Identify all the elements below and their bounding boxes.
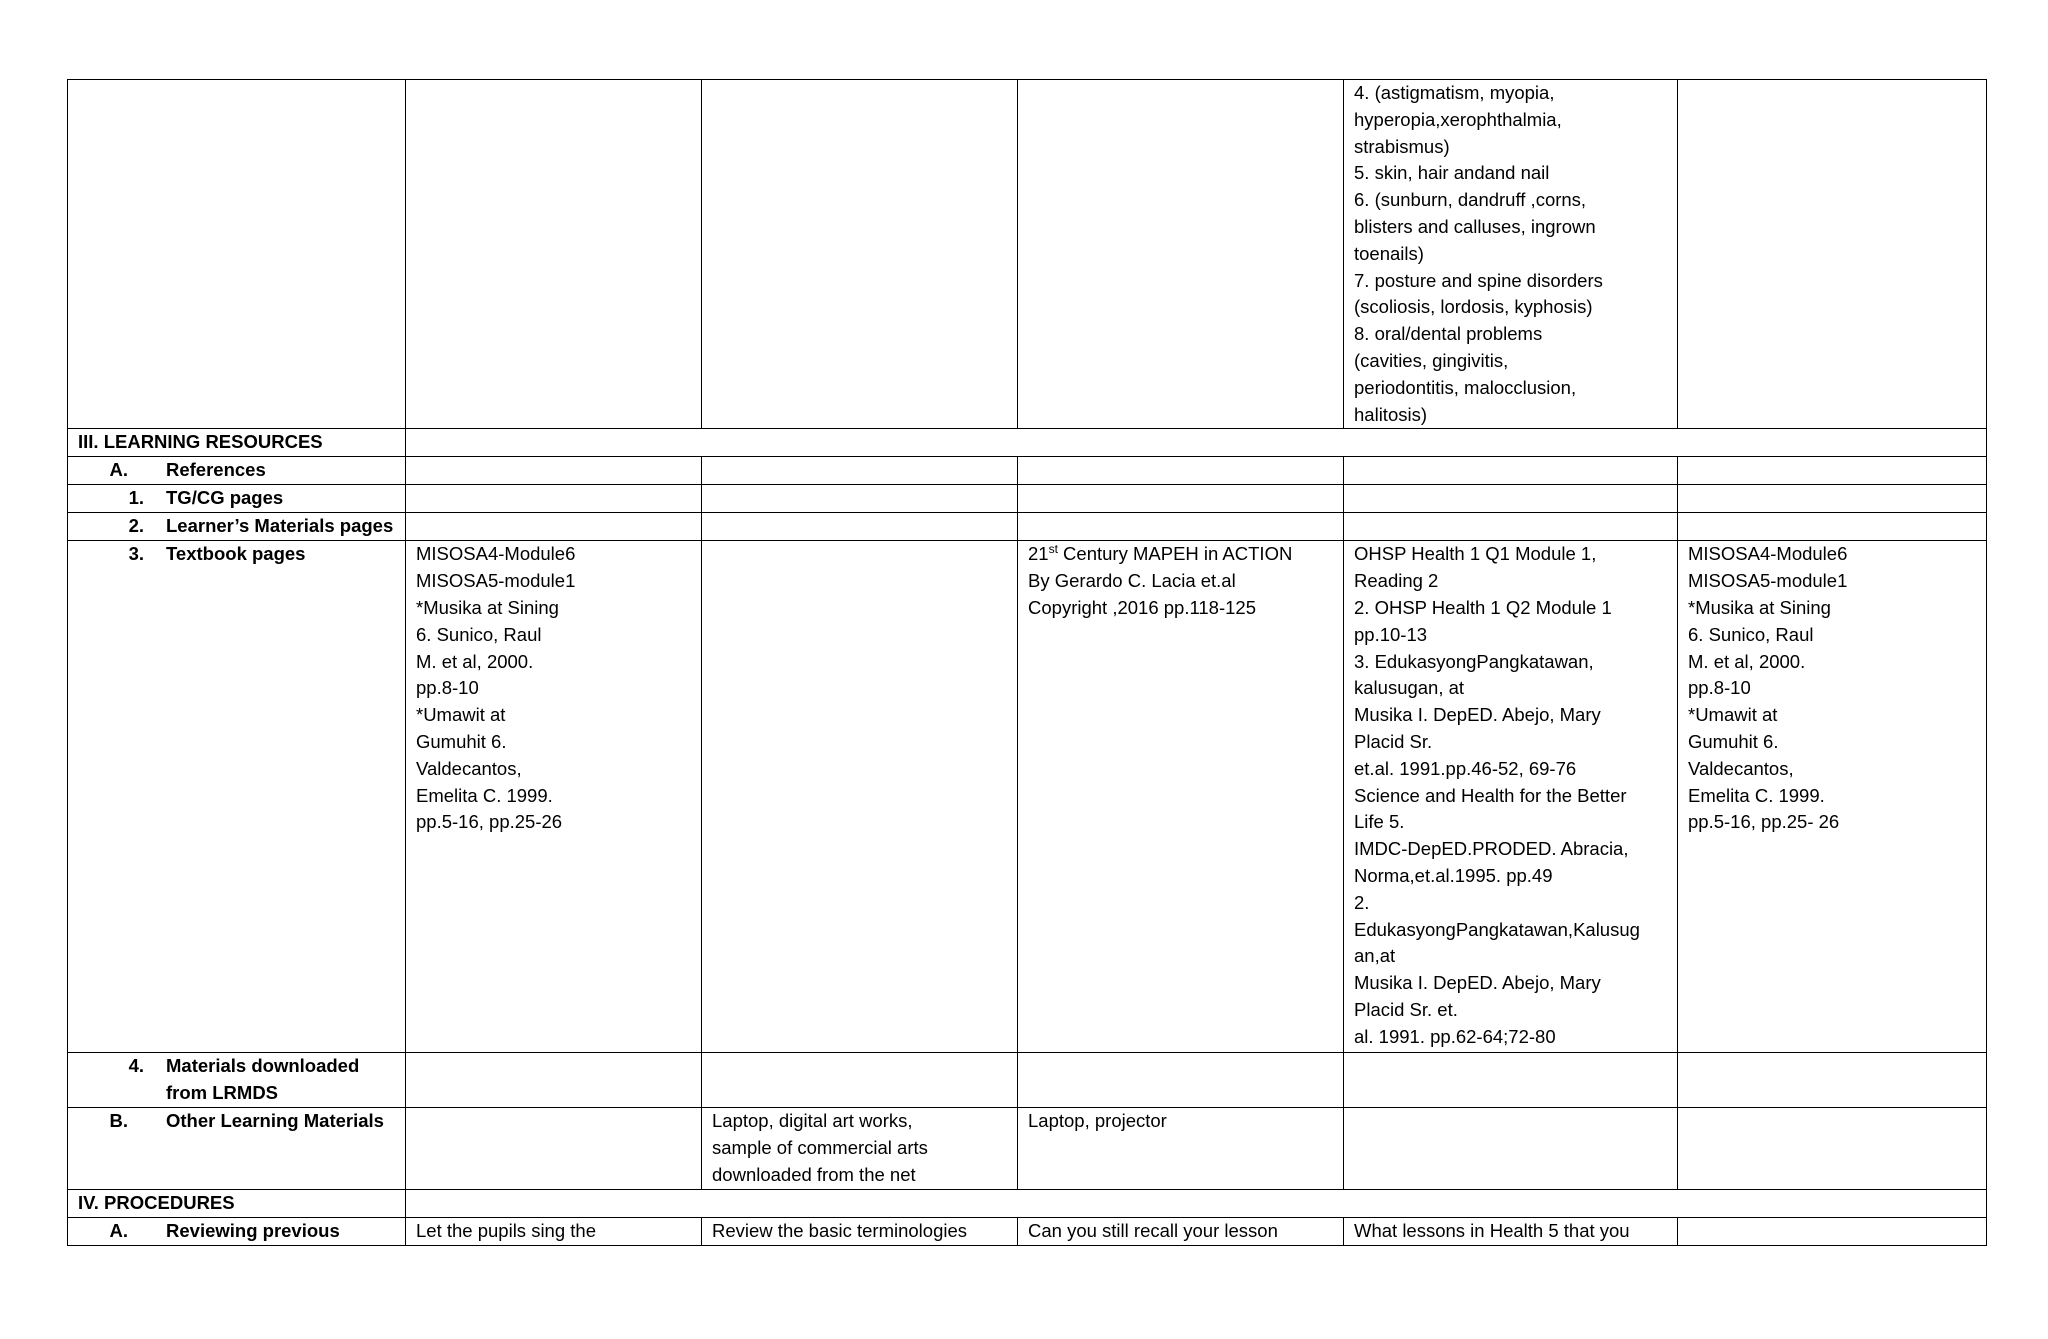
cell-line: Life 5. [1354,811,1405,833]
row-label-textbook-pages [68,541,406,1053]
table-cell [1018,485,1344,513]
table-cell [1678,485,1987,513]
cell-line: Placid Sr. [1354,730,1433,752]
table-cell [406,80,702,429]
cell-line: Gumuhit 6. [1688,730,1779,752]
cell-line: Placid Sr. et. [1354,998,1458,1020]
row-number: 3. [128,543,144,565]
table-cell [1678,513,1987,541]
table-cell [702,457,1018,485]
cell-line: 6. Sunico, Raul [416,623,542,645]
label-line: from LRMDS [166,1082,279,1104]
cell-line: pp.5-16, pp.25- 26 [1688,811,1840,833]
cell-line: Gumuhit 6. [416,730,507,752]
cell-line: 5. skin, hair andand nail [1354,162,1550,184]
table-cell [1018,80,1344,429]
table-cell [406,457,702,485]
textbook-references-music-arts [406,541,702,1053]
reviewing-music-cell [406,1218,702,1246]
cell-line: 3. EdukasyongPangkatawan, [1354,650,1594,672]
cell-line: blisters and calluses, ingrown [1354,215,1596,237]
table-cell [1678,457,1987,485]
cell-line: periodontitis, malocclusion, [1354,376,1577,398]
table-row [68,1108,1987,1190]
reviewing-health-cell [1344,1218,1678,1246]
table-cell [1018,513,1344,541]
table-row [68,541,1987,1053]
cell-text: Century MAPEH in ACTION [1057,543,1293,565]
table-row [68,80,1987,429]
cell-line: 8. oral/dental problems [1354,323,1543,345]
table-cell [406,1053,702,1108]
cell-line: Review the basic terminologies [712,1220,968,1242]
row-number: 1. [128,487,144,509]
cell-line: By Gerardo C. Lacia et.al [1028,570,1236,592]
table-cell [1344,1053,1678,1108]
cell-line: *Umawit at [416,704,506,726]
cell-line: MISOSA4-Module6 [416,543,576,565]
row-label-text: Other Learning Materials [166,1110,384,1132]
lesson-plan-table [67,79,1987,1246]
row-number: 2. [128,515,144,537]
cell-line: Valdecantos, [416,757,522,779]
row-label-learners-materials [68,513,406,541]
cell-line: Emelita C. 1999. [1688,784,1825,806]
cell-line: OHSP Health 1 Q1 Module 1, [1354,543,1597,565]
section-heading-learning-resources: III. LEARNING RESOURCES [68,429,406,457]
table-row [68,485,1987,513]
cell-line: halitosis) [1354,403,1427,425]
cell-line: EdukasyongPangkatawan,Kalusug [1354,918,1640,940]
row-number: A. [109,459,128,481]
table-cell [406,513,702,541]
table-cell [406,429,1987,457]
cell-line: pp.5-16, pp.25-26 [416,811,563,833]
cell-line: Can you still recall your lesson [1028,1220,1278,1242]
cell-line: (scoliosis, lordosis, kyphosis) [1354,296,1593,318]
table-row [68,1190,1987,1218]
row-label-reviewing [68,1218,406,1246]
cell-line: 7. posture and spine disorders [1354,269,1603,291]
reviewing-arts-cell [702,1218,1018,1246]
row-label-text: Learner’s Materials pages [166,515,394,537]
cell-line: Reading 2 [1354,570,1439,592]
health-topics-cell [1344,80,1678,429]
table-row [68,457,1987,485]
cell-line: MISOSA4-Module6 [1688,543,1848,565]
table-cell [1018,1053,1344,1108]
cell-line: hyperopia,xerophthalmia, [1354,108,1562,130]
textbook-references-health [1344,541,1678,1053]
cell-line: 6. Sunico, Raul [1688,623,1814,645]
table-cell [702,485,1018,513]
cell-line: *Musika at Sining [1688,596,1831,618]
cell-line: Science and Health for the Better [1354,784,1627,806]
row-label-tg-cg-pages [68,485,406,513]
cell-line: What lessons in Health 5 that you [1354,1220,1630,1242]
cell-text: 21 [1028,543,1049,565]
other-materials-mapeh [1018,1108,1344,1190]
cell-line: *Musika at Sining [416,596,559,618]
row-number: A. [109,1220,128,1242]
cell-line: M. et al, 2000. [416,650,534,672]
row-label-text: Textbook pages [166,543,306,565]
cell-line: an,at [1354,945,1396,967]
row-label-text: References [166,459,266,481]
table-cell [702,513,1018,541]
table-row [68,1053,1987,1108]
table-cell [1678,1053,1987,1108]
table-row [68,429,1987,457]
section-heading-procedures: IV. PROCEDURES [68,1190,406,1218]
row-label-lrmds [68,1053,406,1108]
cell-line: 6. (sunburn, dandruff ,corns, [1354,189,1587,211]
row-number: B. [109,1110,128,1132]
cell-line: IMDC-DepED.PRODED. Abracia, [1354,838,1629,860]
table-cell [406,485,702,513]
table-cell [702,80,1018,429]
cell-line: Norma,et.al.1995. pp.49 [1354,864,1553,886]
table-row [68,513,1987,541]
cell-line: strabismus) [1354,135,1450,157]
textbook-references-music-arts-repeat [1678,541,1987,1053]
reviewing-pe-cell [1018,1218,1344,1246]
cell-line: Laptop, projector [1028,1110,1167,1132]
cell-line: et.al. 1991.pp.46-52, 69-76 [1354,757,1577,779]
table-row [68,1218,1987,1246]
table-cell [1344,485,1678,513]
cell-line: *Umawit at [1688,704,1778,726]
cell-line: Let the pupils sing the [416,1220,596,1242]
row-label-other-materials [68,1108,406,1190]
cell-line: Laptop, digital art works, [712,1110,913,1132]
cell-line: MISOSA5-module1 [416,570,576,592]
cell-line: 2. OHSP Health 1 Q2 Module 1 [1354,596,1612,618]
cell-line: kalusugan, at [1354,677,1465,699]
table-cell [702,541,1018,1053]
cell-line: Musika I. DepED. Abejo, Mary [1354,704,1601,726]
cell-line: Copyright ,2016 pp.118-125 [1028,596,1256,618]
cell-line: 4. (astigmatism, myopia, [1354,82,1555,103]
row-label-text: TG/CG pages [166,487,284,509]
cell-line: MISOSA5-module1 [1688,570,1848,592]
cell-line: Musika I. DepED. Abejo, Mary [1354,972,1601,994]
row-number: 4. [128,1055,144,1077]
table-cell [1344,1108,1678,1190]
table-cell [1344,457,1678,485]
cell-line: al. 1991. pp.62-64;72-80 [1354,1025,1556,1047]
cell-line: downloaded from the net [712,1163,916,1185]
table-cell [1678,1218,1987,1246]
ordinal-suffix: st [1048,542,1058,557]
cell-line: toenails) [1354,242,1424,264]
table-cell [406,1108,702,1190]
table-cell [1678,80,1987,429]
cell-line: 2. [1354,891,1370,913]
cell-line: (cavities, gingivitis, [1354,349,1509,371]
table-cell [702,1053,1018,1108]
cell-line: sample of commercial arts [712,1137,928,1159]
table-cell [406,1190,1987,1218]
table-cell [1344,513,1678,541]
cell-line: Emelita C. 1999. [416,784,553,806]
cell-line: Valdecantos, [1688,757,1794,779]
cell-line: M. et al, 2000. [1688,650,1806,672]
textbook-references-mapeh [1018,541,1344,1053]
cell-line: pp.10-13 [1354,623,1428,645]
table-cell [1678,1108,1987,1190]
table-cell [68,80,406,429]
other-materials-arts [702,1108,1018,1190]
label-line: Materials downloaded [166,1055,360,1077]
table-cell [1018,457,1344,485]
row-label-text: Reviewing previous [166,1220,340,1242]
cell-line [1028,541,1333,568]
row-label-text [144,1053,395,1107]
row-label-references [68,457,406,485]
cell-line: pp.8-10 [416,677,479,699]
cell-line: pp.8-10 [1688,677,1751,699]
